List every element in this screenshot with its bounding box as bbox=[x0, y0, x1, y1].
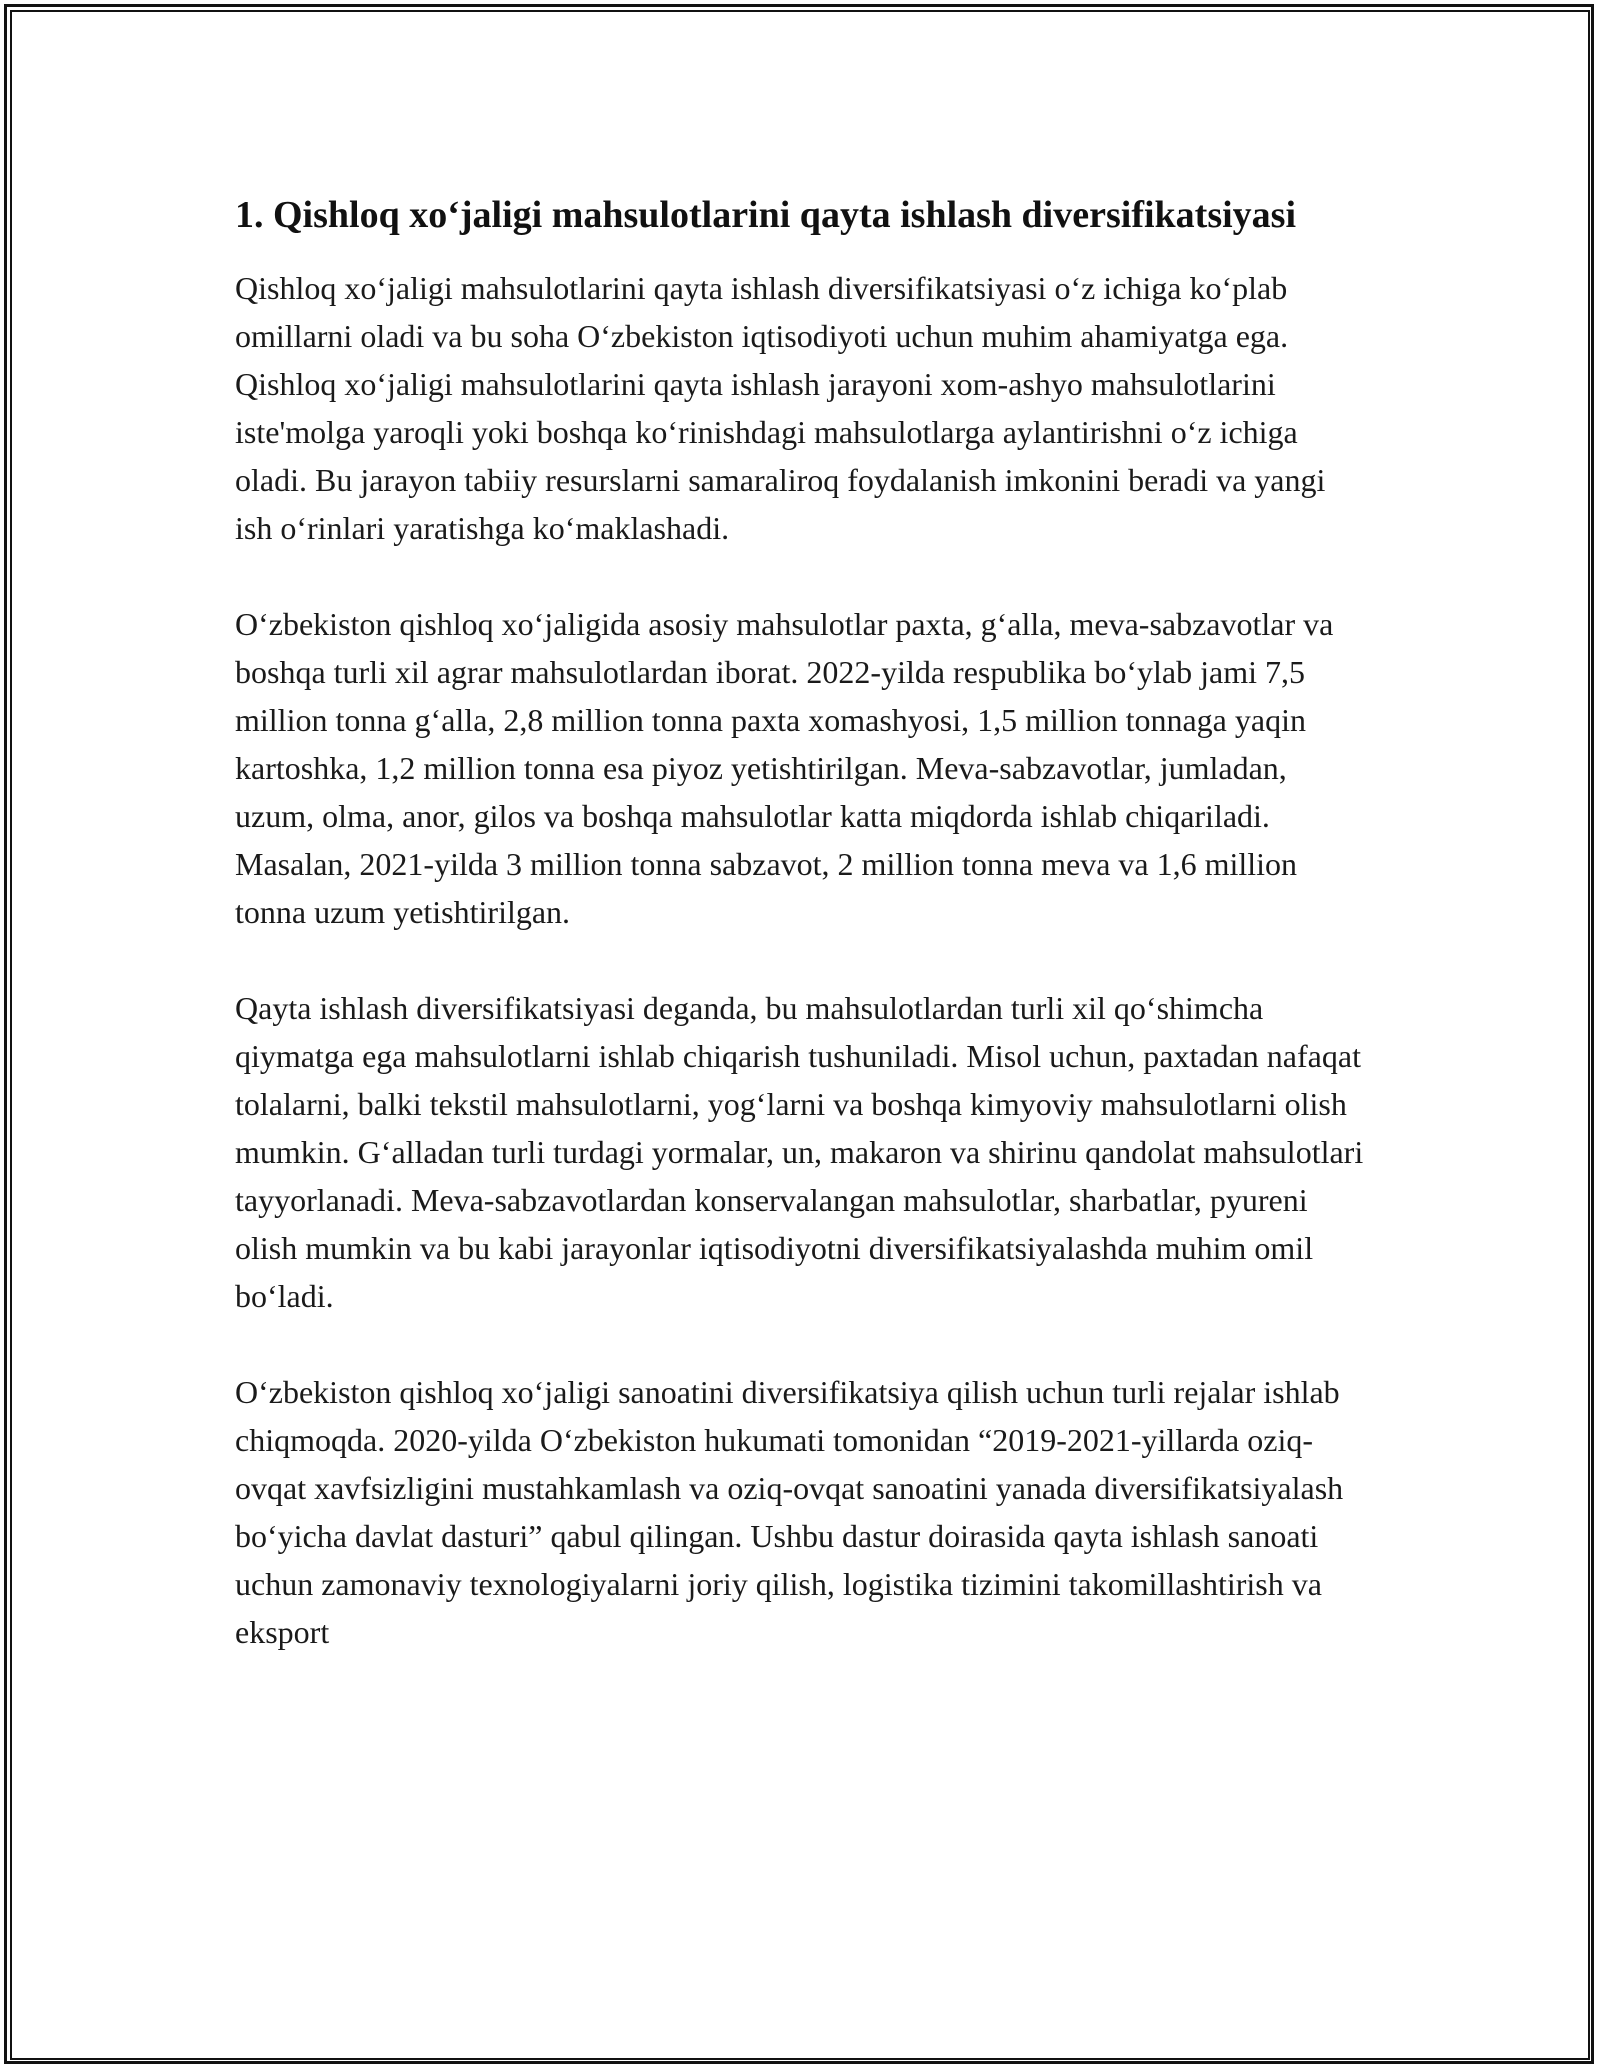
paragraph-4: O‘zbekiston qishloq xo‘jaligi sanoatini diversifikatsiya qilish uchun turli rejalar ishlab chiqmoqda. 2020-yilda O‘zbekiston hukumati tomonidan “2019-2021-yillarda oziq-ovqat xavfsizligini mustahkamlash va oziq-ovqat sanoatini yanada diversifikatsiyalash bo‘yicha davlat dasturi” qabul qilingan. Ushbu dastur doirasida qayta ishlash sanoati uchun zamonaviy texnologiyalarni joriy qilish, logistika tizimini takomillashtirish va eksport bbox=[235, 1374, 1344, 1650]
section-heading: 1. Qishloq xo‘jaligi mahsulotlarini qayta ishlash diversifikatsiyasi bbox=[235, 194, 1297, 236]
paragraph-2: O‘zbekiston qishloq xo‘jaligida asosiy mahsulotlar paxta, g‘alla, meva-sabzavotlar va boshqa turli xil agrar mahsulotlardan iborat. 2022-yilda respublika bo‘ylab jami 7,5 million tonna g‘alla, 2,8 million tonna paxta xomashyosi, 1,5 million tonnaga yaqin kartoshka, 1,2 million tonna esa piyoz yetishtirilgan. Meva-sabzavotlar, jumladan, uzum, olma, anor, gilos va boshqa mahsulotlar katta miqdorda ishlab chiqariladi. Masalan, 2021-yilda 3 million tonna sabzavot, 2 million tonna meva va 1,6 million tonna uzum yetishtirilgan. bbox=[235, 606, 1334, 930]
paragraph-3: Qayta ishlash diversifikatsiyasi deganda, bu mahsulotlardan turli xil qo‘shimcha qiymatga ega mahsulotlarni ishlab chiqarish tushuniladi. Misol uchun, paxtadan nafaqat tolalarni, balki tekstil mahsulotlarni, yog‘larni va boshqa kimyoviy mahsulotlarni olish mumkin. G‘alladan turli turdagi yormalar, un, makaron va shirinu qandolat mahsulotlari tayyorlanadi. Meva-sabzavotlardan konservalangan mahsulotlar, sharbatlar, pyureni olish mumkin va bu kabi jarayonlar iqtisodiyotni diversifikatsiyalashda muhim omil bo‘ladi. bbox=[235, 990, 1364, 1314]
paragraph-1: Qishloq xo‘jaligi mahsulotlarini qayta ishlash diversifikatsiyasi o‘z ichiga ko‘plab omillarni oladi va bu soha O‘zbekiston iqtisodiyoti uchun muhim ahamiyatga ega. Qishloq xo‘jaligi mahsulotlarini qayta ishlash jarayoni xom-ashyo mahsulotlarini iste'molga yaroqli yoki boshqa ko‘rinishdagi mahsulotlarga aylantirishni o‘z ichiga oladi. Bu jarayon tabiiy resurslarni samaraliroq foydalanish imkonini beradi va yangi ish o‘rinlari yaratishga ko‘maklashadi. bbox=[235, 270, 1326, 546]
document-body bbox=[235, 188, 1370, 1704]
